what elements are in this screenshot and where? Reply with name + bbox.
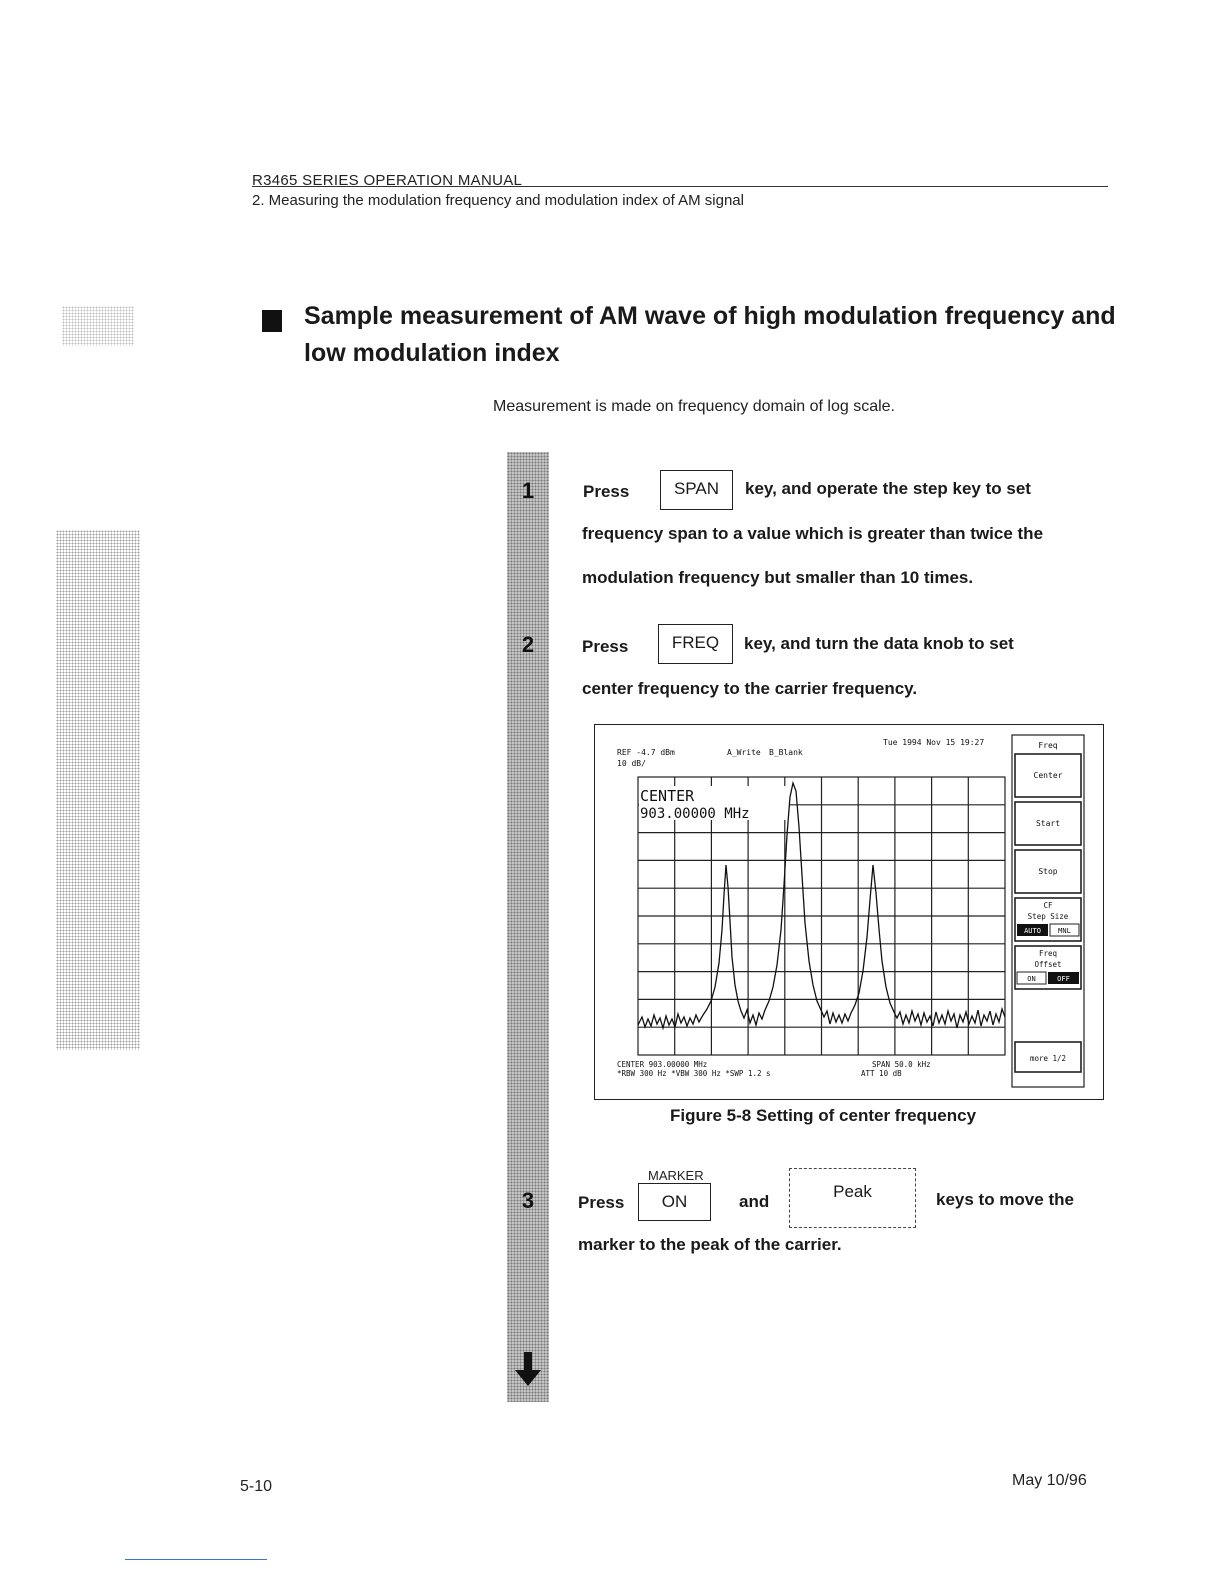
- softkey-offset-label: Offset: [1034, 960, 1062, 969]
- step-text: and: [739, 1192, 770, 1211]
- softkey-menu-title: Freq: [1038, 741, 1058, 750]
- screen-bandwidths: *RBW 300 Hz *VBW 300 Hz *SWP 1.2 s: [617, 1069, 771, 1078]
- softkey-center-label: Center: [1033, 771, 1063, 780]
- revision-date: May 10/96: [1012, 1472, 1087, 1489]
- step-text: center frequency to the carrier frequency.: [582, 679, 918, 698]
- footer-rule: [125, 1559, 267, 1560]
- softkey-auto-label: AUTO: [1024, 927, 1041, 935]
- chapter-title: 2. Measuring the modulation frequency and modulation index of AM signal: [252, 192, 744, 209]
- softkey-mnl-label: MNL: [1058, 927, 1071, 935]
- page-number: 5-10: [240, 1478, 273, 1495]
- softkey-panel: [1012, 735, 1084, 1087]
- screen-center-freq: CENTER 903.00000 MHz: [617, 1060, 708, 1069]
- softkey-cf-label: CF: [1043, 901, 1053, 910]
- section-bullet: [262, 310, 282, 332]
- screen-attenuation: ATT 10 dB: [861, 1069, 902, 1078]
- step-text: keys to move the: [936, 1190, 1074, 1209]
- figure-frame: [594, 724, 1104, 1100]
- manual-title: R3465 SERIES OPERATION MANUAL: [252, 172, 523, 189]
- spectrum-analyzer-screen: [595, 725, 1102, 1098]
- softkey-start-label: Start: [1035, 819, 1061, 828]
- marker-key-label: MARKER: [648, 1168, 704, 1183]
- screen-scale: 10 dB/: [617, 759, 646, 768]
- peak-key: Peak: [789, 1168, 916, 1228]
- screen-date: Tue 1994 Nov 15 19:27: [883, 738, 985, 747]
- scan-smudge: [62, 306, 134, 346]
- softkey-more-label: more 1/2: [1029, 1054, 1067, 1063]
- step-text: Press: [578, 1193, 625, 1212]
- scan-smudge: [56, 530, 140, 1050]
- softkey-on-label: ON: [1027, 975, 1036, 983]
- down-arrow-icon: [507, 1350, 549, 1390]
- softkey-freq-label: Freq: [1038, 949, 1058, 958]
- step-bar: [507, 452, 549, 1402]
- softkey-stop-label: Stop: [1038, 867, 1058, 876]
- step-text: Press: [583, 482, 630, 501]
- figure-caption: Figure 5-8 Setting of center frequency: [670, 1106, 977, 1125]
- step-text: key, and operate the step key to set: [745, 479, 1031, 498]
- screen-span: SPAN 50.0 kHz: [872, 1060, 931, 1069]
- step-number: 3: [521, 1188, 535, 1213]
- freq-key: FREQ: [658, 624, 733, 664]
- step-number: 2: [521, 632, 535, 657]
- center-readout-label: CENTER: [640, 787, 695, 805]
- step-number: 1: [521, 478, 535, 503]
- step-text: modulation frequency but smaller than 10 times.: [582, 568, 974, 587]
- center-readout-value: 903.00000 MHz: [640, 806, 750, 822]
- screen-trace-a: A_Write: [727, 748, 761, 757]
- step-text: Press: [582, 637, 629, 656]
- span-key: SPAN: [660, 470, 733, 510]
- screen-ref-level: REF -4.7 dBm: [617, 748, 675, 757]
- step-text: key, and turn the data knob to set: [744, 634, 1014, 653]
- step-text: marker to the peak of the carrier.: [578, 1235, 842, 1254]
- softkey-step-size-label: Step Size: [1027, 912, 1069, 921]
- step-text: frequency span to a value which is greater than twice the: [582, 524, 1044, 543]
- header-rule: [252, 186, 1108, 187]
- screen-trace-b: B_Blank: [769, 748, 803, 757]
- marker-on-key: ON: [638, 1183, 711, 1221]
- softkey-off-label: OFF: [1057, 975, 1070, 983]
- section-title: Sample measurement of AM wave of high modulation frequency and low modulation index: [304, 302, 1116, 367]
- section-intro: Measurement is made on frequency domain of log scale.: [493, 398, 895, 415]
